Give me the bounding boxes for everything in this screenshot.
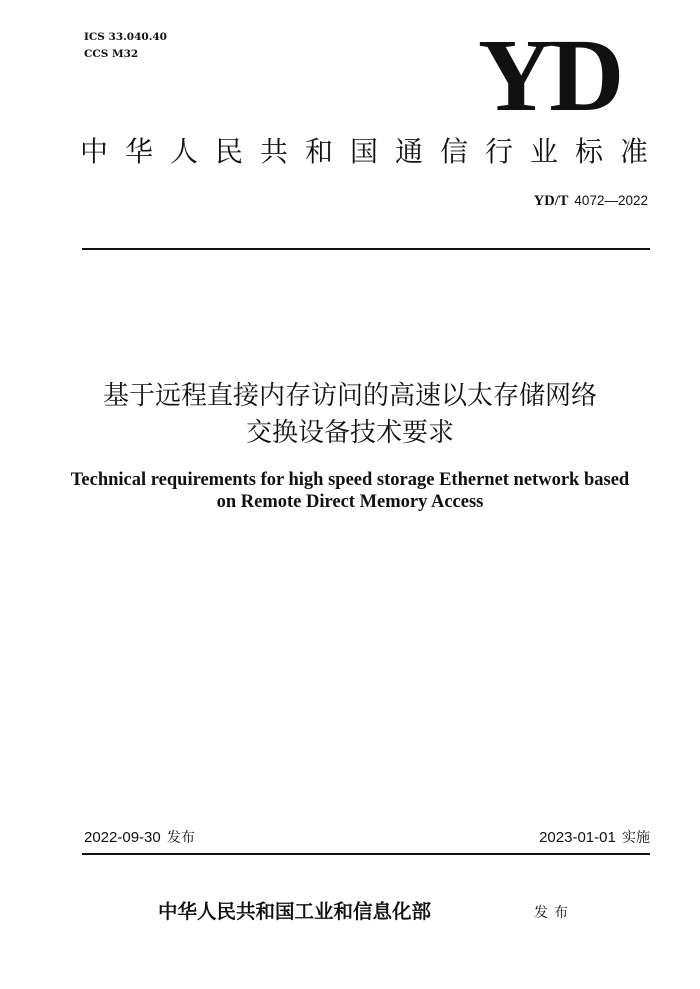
classification-block [84, 29, 167, 63]
implement-date-value: 2023-01-01 [539, 829, 616, 846]
issue-date-label: 发布 [166, 830, 195, 846]
yd-logo: YD [478, 18, 621, 133]
english-title-line-2: on Remote Direct Memory Access [216, 492, 484, 512]
issue-date-value: 2022-09-30 [84, 829, 161, 846]
issue-date [84, 828, 195, 848]
implement-date-label: 实施 [622, 830, 650, 846]
chinese-title [0, 378, 700, 452]
standard-number-prefix: YD/T [533, 193, 569, 209]
bottom-divider [82, 853, 650, 855]
chinese-title-line-2: 交换设备技术要求 [245, 418, 454, 448]
standard-category: 中华人民共和国通信行业标准 [80, 135, 666, 168]
english-title-line-1: Technical requirements for high speed storage Ethernet network based [70, 470, 630, 490]
ccs-code: CCS M32 [84, 48, 139, 60]
publisher-name: 中华人民共和国工业和信息化部 [158, 900, 432, 923]
chinese-title-line-1: 基于远程直接内存访问的高速以太存储网络 [102, 381, 597, 411]
english-title [40, 469, 660, 513]
ics-code: ICS 33.040.40 [84, 31, 167, 43]
standard-number [534, 192, 648, 210]
publisher-label: 发布 [534, 905, 574, 921]
standard-number-value: 4072—2022 [574, 193, 648, 208]
implement-date [539, 828, 650, 848]
top-divider [82, 248, 650, 250]
